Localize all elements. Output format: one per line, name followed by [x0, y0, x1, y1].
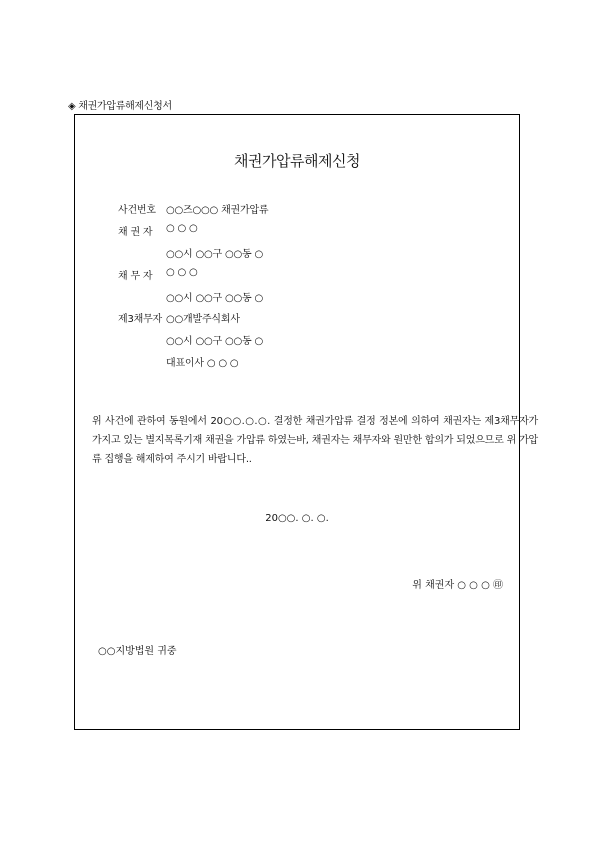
third-debtor-address: ○○시 ○○구 ○○동 ○ — [166, 336, 263, 347]
document-title: 채권가압류해제신청 — [234, 152, 360, 170]
creditor-address: ○○시 ○○구 ○○동 ○ — [166, 249, 263, 260]
form-caption: ◈ 채권가압류해제신청서 — [68, 101, 172, 112]
document-frame — [74, 114, 538, 730]
debtor-label: 채 무 자 — [118, 271, 153, 282]
debtor-address: ○○시 ○○구 ○○동 ○ — [166, 293, 263, 304]
third-debtor-label: 제3채무자 — [118, 314, 163, 325]
document-date: 20○○. ○. ○. — [265, 513, 329, 524]
debtor-name: ○ ○ ○ — [166, 267, 198, 278]
creditor-name: ○ ○ ○ — [166, 223, 198, 234]
third-debtor-name: ○○개발주식회사 — [166, 314, 240, 325]
representative: 대표이사 ○ ○ ○ — [166, 358, 239, 369]
creditor-signature: 위 채권자 ○ ○ ○ ㊞ — [412, 580, 503, 591]
recipient-court: ○○지방법원 귀중 — [98, 646, 177, 657]
body-paragraph: 위 사건에 관하여 동원에서 20○○.○.○. 결정한 채권가압류 결정 정본에 의하여 채권자는 제3채무자가 가지고 있는 별지목록기재 채권을 가압류 하였는바, 채권자는 채무자와 원만한 합의가 되었으므로 위 가압류 집행을 해제하여 주시기 바랍니다.. — [92, 416, 538, 465]
case-number-value: ○○즈○○○ 채권가압류 — [166, 205, 269, 216]
creditor-label: 채 권 자 — [118, 227, 153, 238]
case-number-label: 사건번호 — [118, 205, 156, 216]
